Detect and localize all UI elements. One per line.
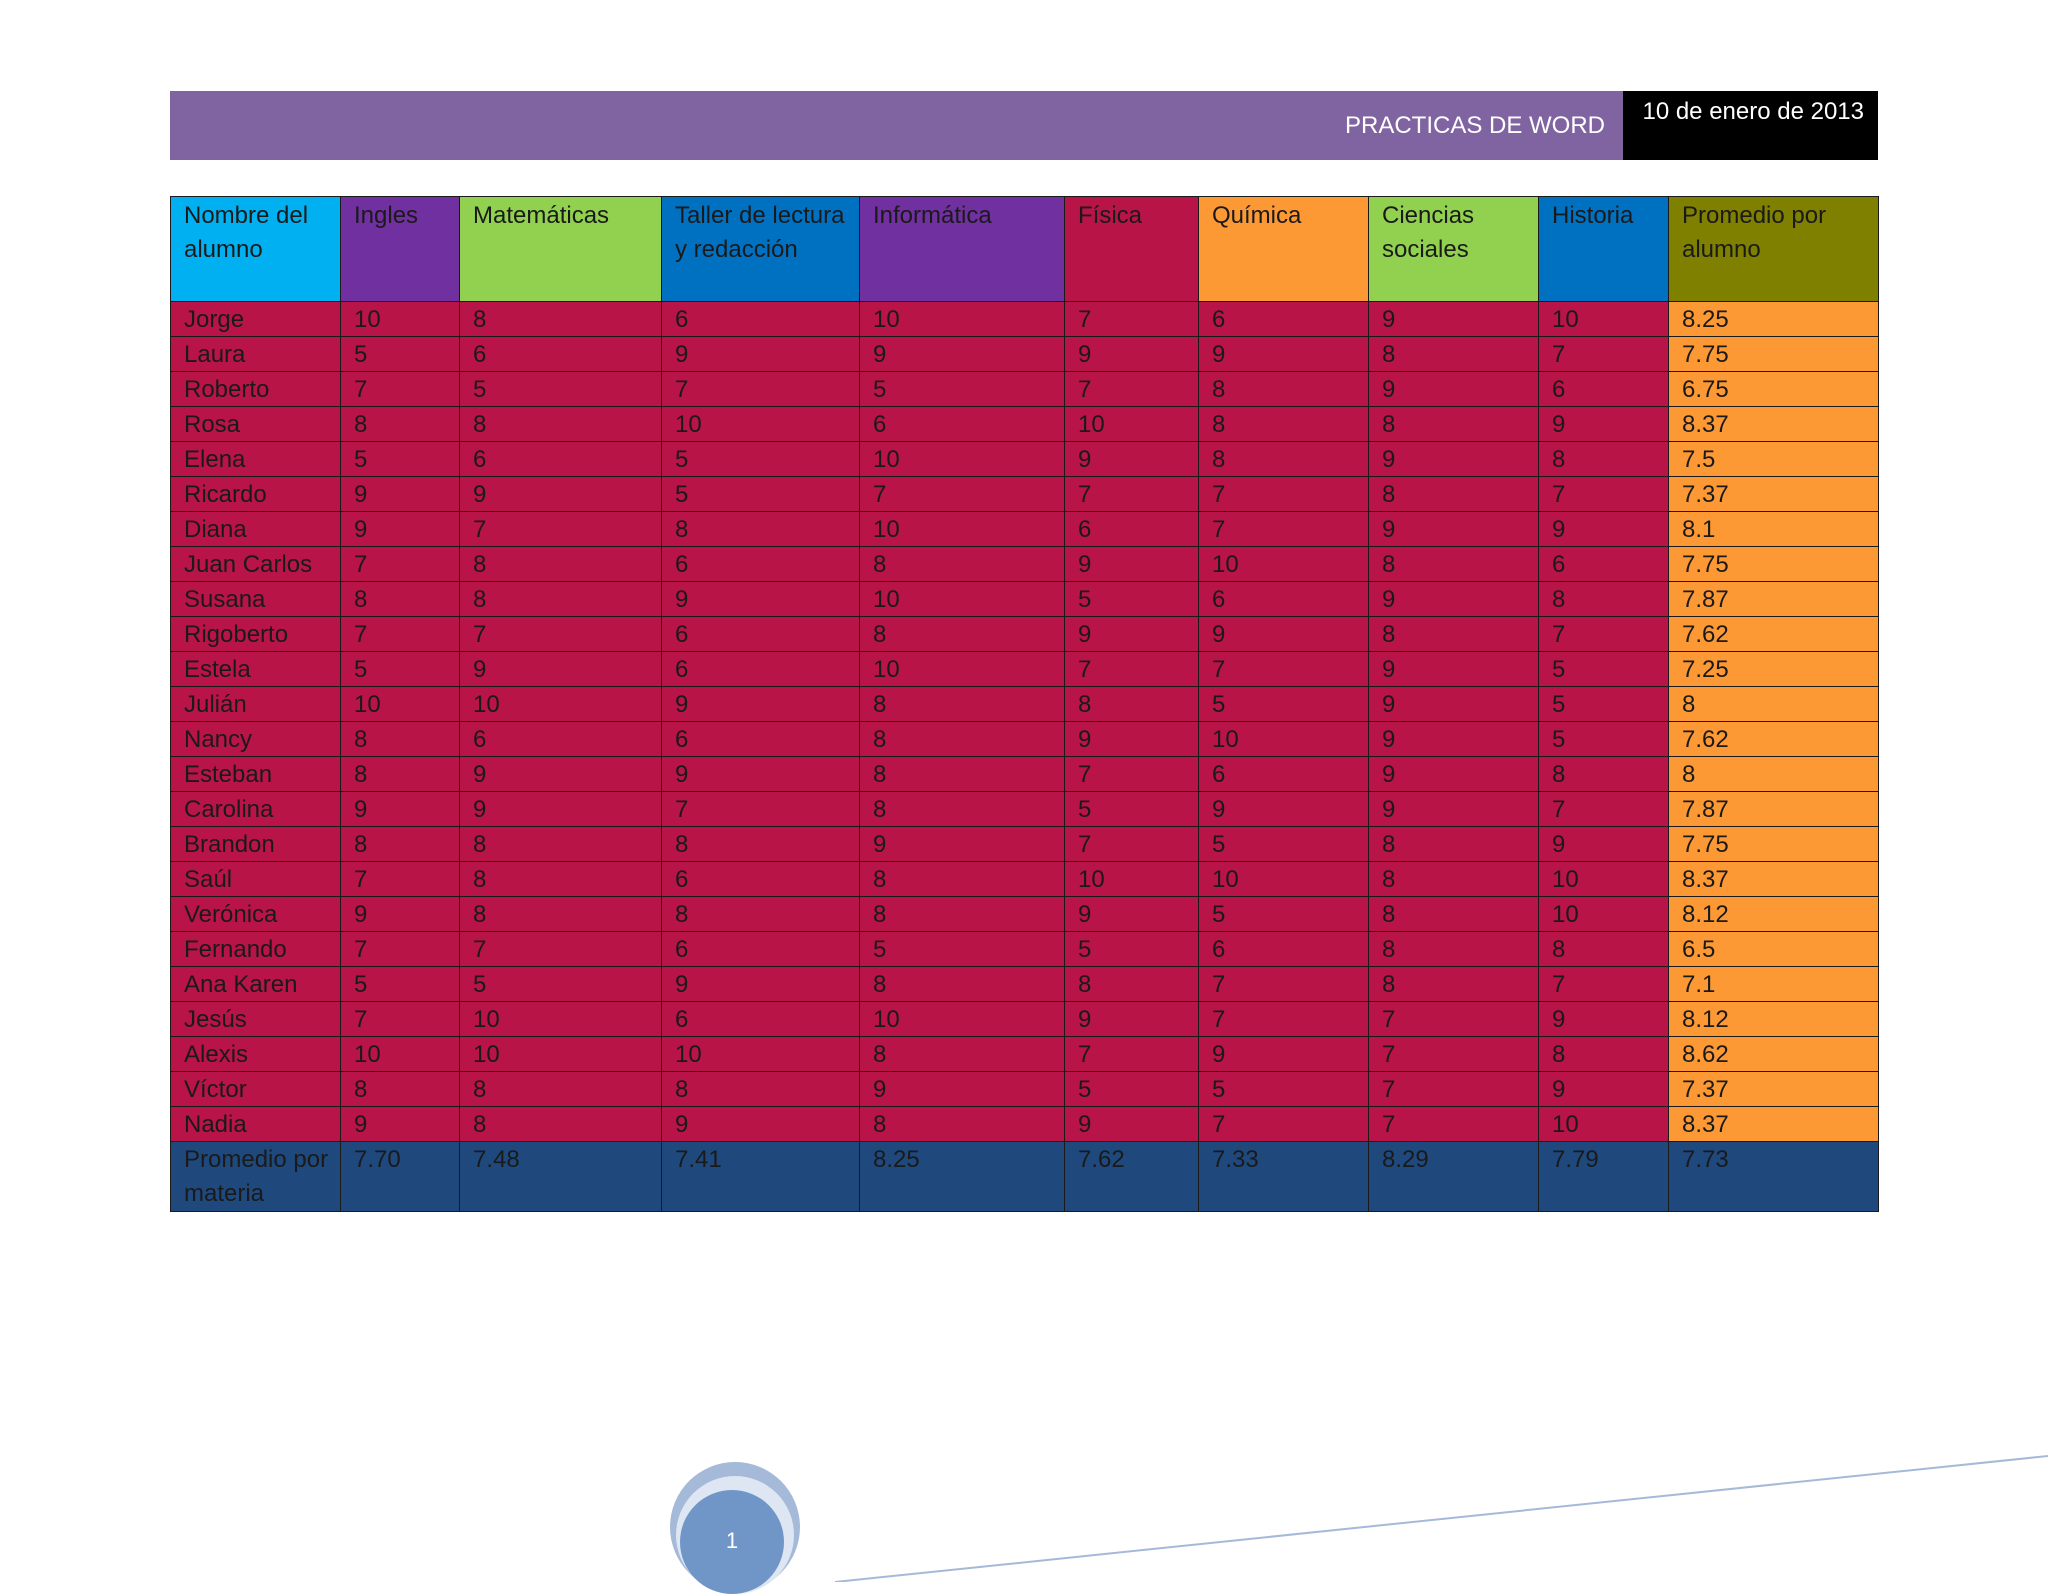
grades-table	[170, 196, 1879, 1212]
student-average-cell: 7.87	[1669, 792, 1879, 827]
grade-cell: 8	[860, 687, 1065, 722]
grade-cell: 10	[341, 687, 460, 722]
table-row	[171, 442, 1879, 477]
grade-cell: 5	[1065, 1072, 1199, 1107]
student-name-cell: Rosa	[171, 407, 341, 442]
grade-cell: 8	[1539, 757, 1669, 792]
grade-cell: 9	[1369, 512, 1539, 547]
grade-cell: 8	[460, 1107, 662, 1142]
student-average-cell: 8.25	[1669, 302, 1879, 337]
subject-average-cell: 7.79	[1539, 1142, 1669, 1212]
grade-cell: 10	[1065, 407, 1199, 442]
grade-cell: 7	[341, 932, 460, 967]
grade-cell: 9	[460, 792, 662, 827]
grade-cell: 10	[860, 442, 1065, 477]
table-row	[171, 687, 1879, 722]
grade-cell: 10	[860, 512, 1065, 547]
grade-cell: 8	[860, 1037, 1065, 1072]
grade-cell: 5	[341, 967, 460, 1002]
grade-cell: 9	[460, 652, 662, 687]
grade-cell: 8	[460, 1072, 662, 1107]
student-average-cell: 7.1	[1669, 967, 1879, 1002]
grade-cell: 5	[1065, 792, 1199, 827]
table-row	[171, 722, 1879, 757]
grade-cell: 6	[662, 722, 860, 757]
grade-cell: 7	[1199, 1107, 1369, 1142]
grade-cell: 8	[1199, 372, 1369, 407]
grade-cell: 9	[1065, 1107, 1199, 1142]
grade-cell: 8	[1369, 932, 1539, 967]
table-header	[171, 197, 1879, 302]
grade-cell: 5	[1539, 687, 1669, 722]
table-row	[171, 652, 1879, 687]
grade-cell: 8	[1369, 827, 1539, 862]
grade-cell: 9	[1539, 512, 1669, 547]
grade-cell: 6	[1065, 512, 1199, 547]
student-average-cell: 7.5	[1669, 442, 1879, 477]
header-date: 10 de enero de 2013	[1623, 91, 1878, 160]
student-name-cell: Ricardo	[171, 477, 341, 512]
grade-cell: 6	[662, 652, 860, 687]
student-name-cell: Fernando	[171, 932, 341, 967]
grade-cell: 9	[1369, 302, 1539, 337]
table-row	[171, 547, 1879, 582]
grade-cell: 5	[341, 652, 460, 687]
student-average-cell: 7.75	[1669, 827, 1879, 862]
grade-cell: 9	[1065, 442, 1199, 477]
student-average-cell: 8.62	[1669, 1037, 1879, 1072]
grade-cell: 8	[662, 897, 860, 932]
grade-cell: 8	[662, 512, 860, 547]
grade-cell: 5	[1065, 582, 1199, 617]
student-average-cell: 8.37	[1669, 1107, 1879, 1142]
grade-cell: 7	[1065, 1037, 1199, 1072]
table-row	[171, 407, 1879, 442]
grade-cell: 5	[860, 932, 1065, 967]
grade-cell: 10	[1539, 862, 1669, 897]
grade-cell: 7	[860, 477, 1065, 512]
student-name-cell: Estela	[171, 652, 341, 687]
grade-cell: 9	[460, 757, 662, 792]
grade-cell: 6	[460, 722, 662, 757]
grade-cell: 8	[860, 967, 1065, 1002]
grade-cell: 8	[341, 757, 460, 792]
grade-cell: 5	[1539, 652, 1669, 687]
grade-cell: 9	[662, 757, 860, 792]
grade-cell: 7	[341, 372, 460, 407]
grade-cell: 7	[1539, 617, 1669, 652]
grade-cell: 9	[1065, 617, 1199, 652]
grade-cell: 10	[1065, 862, 1199, 897]
grade-cell: 8	[1369, 407, 1539, 442]
grade-cell: 9	[460, 477, 662, 512]
student-name-cell: Esteban	[171, 757, 341, 792]
grade-cell: 9	[1369, 757, 1539, 792]
table-row	[171, 617, 1879, 652]
grade-cell: 6	[662, 862, 860, 897]
grade-cell: 7	[1065, 302, 1199, 337]
student-name-cell: Brandon	[171, 827, 341, 862]
grade-cell: 7	[1199, 652, 1369, 687]
grade-cell: 5	[1199, 1072, 1369, 1107]
footer-label-cell: Promedio por materia	[171, 1142, 341, 1212]
student-average-cell: 7.25	[1669, 652, 1879, 687]
grade-cell: 10	[860, 1002, 1065, 1037]
grade-cell: 8	[860, 722, 1065, 757]
subject-average-cell: 7.33	[1199, 1142, 1369, 1212]
grade-cell: 9	[341, 1107, 460, 1142]
grade-cell: 9	[662, 1107, 860, 1142]
column-header: Informática	[860, 197, 1065, 302]
column-header: Nombre del alumno	[171, 197, 341, 302]
table-row	[171, 897, 1879, 932]
grade-cell: 7	[1369, 1072, 1539, 1107]
grade-cell: 9	[341, 477, 460, 512]
grade-cell: 8	[341, 582, 460, 617]
grade-cell: 7	[1065, 757, 1199, 792]
table-row	[171, 512, 1879, 547]
student-name-cell: Elena	[171, 442, 341, 477]
grade-cell: 9	[860, 1072, 1065, 1107]
table-row	[171, 932, 1879, 967]
grade-cell: 9	[1065, 722, 1199, 757]
grade-cell: 7	[1539, 477, 1669, 512]
student-average-cell: 7.62	[1669, 617, 1879, 652]
grade-cell: 7	[1065, 477, 1199, 512]
grade-cell: 8	[460, 862, 662, 897]
grade-cell: 5	[662, 442, 860, 477]
student-name-cell: Roberto	[171, 372, 341, 407]
table-row	[171, 792, 1879, 827]
grade-cell: 7	[662, 792, 860, 827]
grade-cell: 8	[860, 862, 1065, 897]
grade-cell: 9	[1369, 582, 1539, 617]
grade-cell: 8	[1369, 617, 1539, 652]
grade-cell: 5	[1199, 897, 1369, 932]
grade-cell: 8	[662, 827, 860, 862]
grade-cell: 6	[1539, 372, 1669, 407]
grade-cell: 8	[1539, 1037, 1669, 1072]
grade-cell: 8	[1369, 477, 1539, 512]
student-average-cell: 8.37	[1669, 862, 1879, 897]
grade-cell: 10	[1539, 1107, 1669, 1142]
grade-cell: 6	[662, 302, 860, 337]
grade-cell: 9	[860, 827, 1065, 862]
student-name-cell: Laura	[171, 337, 341, 372]
grade-cell: 5	[1065, 932, 1199, 967]
grade-cell: 6	[1199, 302, 1369, 337]
grade-cell: 8	[1539, 932, 1669, 967]
student-average-cell: 6.5	[1669, 932, 1879, 967]
table-row	[171, 477, 1879, 512]
column-header: Física	[1065, 197, 1199, 302]
student-average-cell: 8.1	[1669, 512, 1879, 547]
grade-cell: 8	[1199, 442, 1369, 477]
column-header: Promedio por alumno	[1669, 197, 1879, 302]
grade-cell: 10	[341, 1037, 460, 1072]
column-header: Taller de lectura y redacción	[662, 197, 860, 302]
student-name-cell: Rigoberto	[171, 617, 341, 652]
grade-cell: 7	[1199, 477, 1369, 512]
grade-cell: 9	[1369, 722, 1539, 757]
grade-cell: 8	[860, 897, 1065, 932]
table-row	[171, 1037, 1879, 1072]
subject-average-cell: 7.73	[1669, 1142, 1879, 1212]
grade-cell: 7	[1199, 1002, 1369, 1037]
student-average-cell: 7.87	[1669, 582, 1879, 617]
grade-cell: 10	[860, 652, 1065, 687]
page-number: 1	[725, 1528, 739, 1553]
grade-cell: 7	[341, 617, 460, 652]
grade-cell: 5	[460, 967, 662, 1002]
grade-cell: 8	[1065, 967, 1199, 1002]
subject-average-cell: 7.62	[1065, 1142, 1199, 1212]
student-average-cell: 7.75	[1669, 337, 1879, 372]
student-average-cell: 8.37	[1669, 407, 1879, 442]
grade-cell: 8	[1065, 687, 1199, 722]
student-name-cell: Jesús	[171, 1002, 341, 1037]
column-header: Ciencias sociales	[1369, 197, 1539, 302]
column-header: Ingles	[341, 197, 460, 302]
grade-cell: 7	[460, 512, 662, 547]
table-row	[171, 1072, 1879, 1107]
table-row	[171, 967, 1879, 1002]
grade-cell: 7	[1065, 652, 1199, 687]
grade-cell: 8	[662, 1072, 860, 1107]
student-average-cell: 7.62	[1669, 722, 1879, 757]
grade-cell: 7	[1199, 512, 1369, 547]
grade-cell: 7	[460, 932, 662, 967]
grade-cell: 9	[662, 582, 860, 617]
grade-cell: 6	[662, 932, 860, 967]
grade-cell: 10	[1199, 862, 1369, 897]
grade-cell: 6	[460, 442, 662, 477]
student-name-cell: Nancy	[171, 722, 341, 757]
table-footer	[171, 1142, 1879, 1212]
footer-row	[171, 1142, 1879, 1212]
grade-cell: 8	[460, 582, 662, 617]
grade-cell: 9	[1539, 1072, 1669, 1107]
grade-cell: 8	[460, 897, 662, 932]
subject-average-cell: 7.70	[341, 1142, 460, 1212]
header-title: PRACTICAS DE WORD	[1344, 112, 1605, 139]
grade-cell: 5	[662, 477, 860, 512]
grade-cell: 8	[1369, 967, 1539, 1002]
table-row	[171, 582, 1879, 617]
grade-cell: 8	[341, 1072, 460, 1107]
grade-cell: 8	[860, 617, 1065, 652]
table-row	[171, 1002, 1879, 1037]
grade-cell: 8	[341, 407, 460, 442]
grade-cell: 9	[341, 792, 460, 827]
grade-cell: 8	[1539, 442, 1669, 477]
student-name-cell: Jorge	[171, 302, 341, 337]
grade-cell: 8	[860, 757, 1065, 792]
subject-average-cell: 7.48	[460, 1142, 662, 1212]
grade-cell: 6	[1539, 547, 1669, 582]
grade-cell: 8	[1539, 582, 1669, 617]
grade-cell: 9	[662, 967, 860, 1002]
subject-average-cell: 8.25	[860, 1142, 1065, 1212]
grade-cell: 8	[460, 407, 662, 442]
grade-cell: 9	[341, 512, 460, 547]
student-name-cell: Susana	[171, 582, 341, 617]
grade-cell: 6	[460, 337, 662, 372]
grade-cell: 10	[662, 407, 860, 442]
student-name-cell: Julián	[171, 687, 341, 722]
grade-cell: 10	[341, 302, 460, 337]
grade-cell: 6	[1199, 932, 1369, 967]
grade-cell: 10	[460, 687, 662, 722]
grade-cell: 7	[1369, 1002, 1539, 1037]
grade-cell: 9	[1539, 407, 1669, 442]
grade-cell: 5	[860, 372, 1065, 407]
student-average-cell: 6.75	[1669, 372, 1879, 407]
student-name-cell: Nadia	[171, 1107, 341, 1142]
grade-cell: 10	[1539, 302, 1669, 337]
student-name-cell: Víctor	[171, 1072, 341, 1107]
student-name-cell: Diana	[171, 512, 341, 547]
grade-cell: 7	[1539, 792, 1669, 827]
subject-average-cell: 7.41	[662, 1142, 860, 1212]
grade-cell: 7	[1369, 1037, 1539, 1072]
table-row	[171, 1107, 1879, 1142]
student-name-cell: Ana Karen	[171, 967, 341, 1002]
grade-cell: 5	[460, 372, 662, 407]
table-row	[171, 827, 1879, 862]
grade-cell: 10	[860, 582, 1065, 617]
grade-cell: 7	[341, 862, 460, 897]
column-header: Química	[1199, 197, 1369, 302]
grade-cell: 8	[1369, 862, 1539, 897]
student-average-cell: 8	[1669, 687, 1879, 722]
grade-cell: 7	[460, 617, 662, 652]
grade-cell: 9	[1369, 687, 1539, 722]
grade-cell: 9	[1199, 792, 1369, 827]
grade-cell: 8	[460, 302, 662, 337]
student-average-cell: 8.12	[1669, 1002, 1879, 1037]
student-name-cell: Carolina	[171, 792, 341, 827]
student-average-cell: 8.12	[1669, 897, 1879, 932]
grade-cell: 7	[1539, 967, 1669, 1002]
header-bar	[170, 91, 1623, 160]
grade-cell: 10	[860, 302, 1065, 337]
grade-cell: 7	[1539, 337, 1669, 372]
student-average-cell: 7.75	[1669, 547, 1879, 582]
grade-cell: 8	[1199, 407, 1369, 442]
grade-cell: 5	[1199, 827, 1369, 862]
grade-cell: 10	[1199, 547, 1369, 582]
grade-cell: 5	[341, 337, 460, 372]
grade-cell: 7	[341, 547, 460, 582]
student-average-cell: 7.37	[1669, 477, 1879, 512]
grade-cell: 9	[1199, 337, 1369, 372]
grade-cell: 8	[860, 792, 1065, 827]
grade-cell: 5	[341, 442, 460, 477]
table-row	[171, 302, 1879, 337]
column-header: Matemáticas	[460, 197, 662, 302]
column-header: Historia	[1539, 197, 1669, 302]
grade-cell: 5	[1199, 687, 1369, 722]
grade-cell: 7	[1065, 827, 1199, 862]
grade-cell: 9	[1539, 827, 1669, 862]
student-average-cell: 7.37	[1669, 1072, 1879, 1107]
student-average-cell: 8	[1669, 757, 1879, 792]
grade-cell: 9	[1199, 1037, 1369, 1072]
grade-cell: 8	[1369, 337, 1539, 372]
grade-cell: 8	[860, 547, 1065, 582]
grade-cell: 8	[341, 722, 460, 757]
table-row	[171, 862, 1879, 897]
grade-cell: 8	[1369, 547, 1539, 582]
grade-cell: 5	[1539, 722, 1669, 757]
grade-cell: 8	[1369, 897, 1539, 932]
student-name-cell: Alexis	[171, 1037, 341, 1072]
table-row	[171, 337, 1879, 372]
student-name-cell: Juan Carlos	[171, 547, 341, 582]
grade-cell: 6	[1199, 757, 1369, 792]
grade-cell: 9	[1065, 1002, 1199, 1037]
grade-cell: 10	[460, 1002, 662, 1037]
grade-cell: 9	[1369, 442, 1539, 477]
grade-cell: 9	[1369, 372, 1539, 407]
grade-cell: 9	[1539, 1002, 1669, 1037]
grade-cell: 10	[1539, 897, 1669, 932]
grade-cell: 6	[860, 407, 1065, 442]
grade-cell: 9	[1065, 337, 1199, 372]
grade-cell: 9	[860, 337, 1065, 372]
grade-cell: 9	[1199, 617, 1369, 652]
grade-cell: 7	[662, 372, 860, 407]
grade-cell: 10	[460, 1037, 662, 1072]
student-name-cell: Saúl	[171, 862, 341, 897]
grade-cell: 6	[662, 617, 860, 652]
grade-cell: 7	[1065, 372, 1199, 407]
subject-average-cell: 8.29	[1369, 1142, 1539, 1212]
grade-cell: 9	[1369, 652, 1539, 687]
grade-cell: 7	[1199, 967, 1369, 1002]
student-name-cell: Verónica	[171, 897, 341, 932]
grade-cell: 10	[662, 1037, 860, 1072]
grade-cell: 8	[860, 1107, 1065, 1142]
grade-cell: 6	[662, 1002, 860, 1037]
grade-cell: 9	[1065, 897, 1199, 932]
grade-cell: 9	[1065, 547, 1199, 582]
grade-cell: 8	[460, 547, 662, 582]
grade-cell: 6	[662, 547, 860, 582]
table-body	[171, 302, 1879, 1142]
table-row	[171, 757, 1879, 792]
grade-cell: 9	[662, 337, 860, 372]
grade-cell: 8	[341, 827, 460, 862]
grade-cell: 9	[341, 897, 460, 932]
table-row	[171, 372, 1879, 407]
grade-cell: 9	[662, 687, 860, 722]
grade-cell: 7	[341, 1002, 460, 1037]
grade-cell: 8	[460, 827, 662, 862]
grade-cell: 9	[1369, 792, 1539, 827]
grade-cell: 6	[1199, 582, 1369, 617]
grade-cell: 10	[1199, 722, 1369, 757]
grade-cell: 7	[1369, 1107, 1539, 1142]
header-row	[171, 197, 1879, 302]
